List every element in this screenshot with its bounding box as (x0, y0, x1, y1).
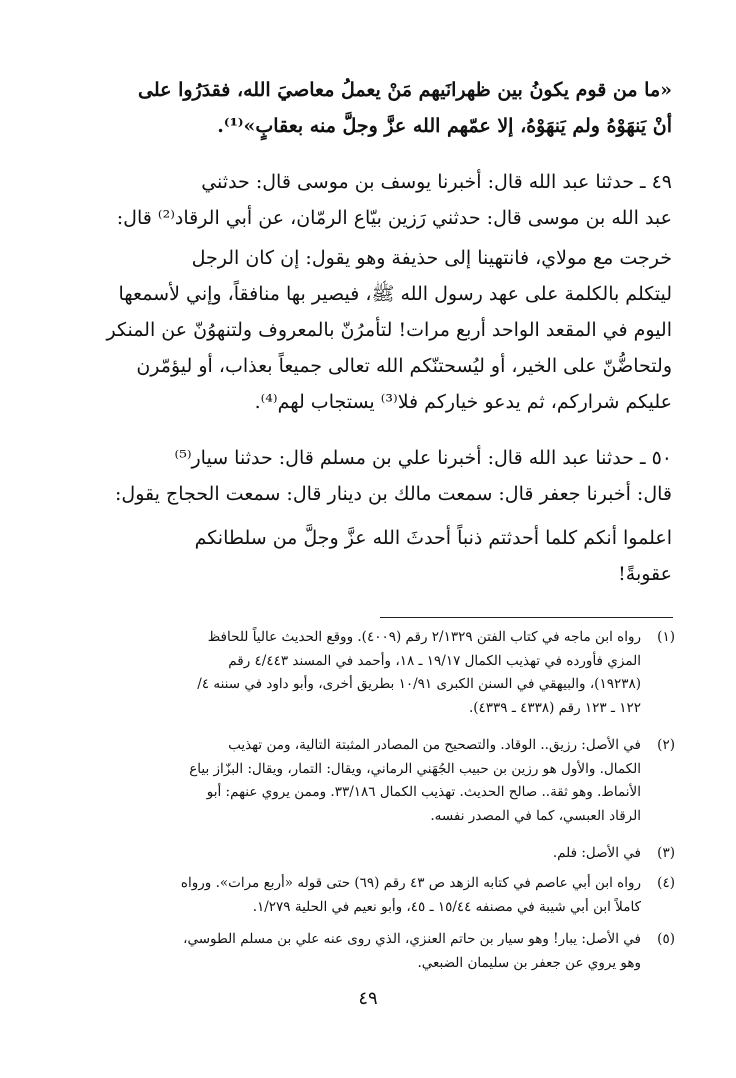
footnote-5 (70, 928, 675, 975)
text-line: اعلموا أنكم كلما أحدثتم ذنباً أحدثَ الله عزَّ وجلَّ من سلطانكم (194, 527, 672, 549)
footnote-line: الرقاد العبسي، كما في المصدر نفسه. (430, 807, 641, 824)
footnote-3 (70, 842, 675, 866)
text-line: ولتحاضُّنّ على الخير، أو ليُسحتنّكم الله تعالى جميعاً بعذاب، أو ليؤمّرن (136, 355, 672, 377)
text-line: عليكم شراركم، ثم يدعو خياركم فلا⁽³⁾ يستجاب لهم⁽⁴⁾. (254, 391, 672, 413)
hadith-50-isnad (72, 440, 672, 512)
text-line: عقوبةً! (618, 563, 672, 585)
footnote-number: (٣) (657, 845, 675, 861)
text-line: خرجت مع مولاي، فانتهينا إلى حذيفة وهو يقول: إن كان الرجل (191, 247, 672, 269)
page-number: ٤٩ (358, 988, 378, 1009)
text-line: قال: أخبرنا جعفر قال: سمعت مالك بن دينار قال: سمعت الحجاج يقول: (115, 483, 672, 505)
text-line: ليتكلم بالكلمة على عهد رسول الله ﷺ، فيصير بها منافقاً، وإني لأسمعها (118, 283, 672, 305)
footnote-1 (70, 626, 675, 720)
footnote-2 (70, 734, 675, 828)
footnote-line: الكمال. والأول هو رزين بن حبيب الجُهَني الرماني، ويقال: التمار، ويقال: البزّاز بياع (189, 760, 641, 777)
text-line: «ما من قوم يكونُ بين ظهرانَيهم مَنْ يعملُ معاصيَ الله، فقدَرُوا على (137, 79, 672, 101)
footnote-separator (380, 617, 673, 618)
text-line: عبد الله بن موسى قال: حدثني رَزين بيّاع الرمّان، عن أبي الرقاد⁽²⁾ قال: (116, 207, 672, 229)
footnote-number: (٤) (657, 875, 675, 891)
footnote-line: في الأصل: رزيق.. الوقاد. والتصحيح من المصادر المثبتة التالية، ومن تهذيب (228, 737, 641, 753)
footnote-4 (70, 872, 675, 919)
hadith-50-text (72, 520, 672, 592)
text-line: ٤٩ ـ حدثنا عبد الله قال: أخبرنا يوسف بن موسى قال: حدثني (201, 171, 672, 193)
footnote-line: في الأصل: يبار! وهو سيار بن حاتم العنزي، الذي روى عنه علي بن مسلم الطوسي، (183, 931, 641, 947)
hadith-49-text (72, 240, 672, 420)
footnote-line: رواه ابن ماجه في كتاب الفتن ٢/١٣٢٩ رقم (٤٠٠٩). ووقع الحديث عالياً للحافظ (207, 629, 641, 645)
footnote-line: ١٢٢ ـ ١٢٣ رقم (٤٣٣٨ ـ ٤٣٣٩). (468, 699, 641, 716)
text-line: أنْ يَنهَوْهُ ولم يَنهَوْهُ، إلا عمّهم الله عزَّ وجلَّ منه بعقابٍ»⁽¹⁾. (217, 115, 672, 137)
text-line: ٥٠ ـ حدثنا عبد الله قال: أخبرنا علي بن مسلم قال: حدثنا سيار⁽⁵⁾ (174, 447, 672, 469)
footnote-number: (٥) (657, 931, 675, 947)
hadith-49-isnad (72, 164, 672, 236)
text-line: اليوم في المقعد الواحد أربع مرات! لتأمرُنّ بالمعروف ولتنهوُنّ عن المنكر (106, 319, 672, 341)
footnote-line: المزي فأورده في تهذيب الكمال ١٩/١٧ ـ ١٨، وأحمد في المسند ٤/٤٤٣ رقم (228, 652, 641, 669)
footnote-line: كاملاً ابن أبي شيبة في مصنفه ١٥/٤٤ ـ ٤٥، وأبو نعيم في الحلية ١/٢٧٩. (252, 898, 641, 915)
footnote-line: في الأصل: فلم. (552, 845, 641, 861)
footnote-line: (١٩٢٣٨)، والبيهقي في السنن الكبرى ١٠/٩١ بطريق أخرى، وأبو داود في سننه ٤/ (197, 676, 641, 692)
footnote-number: (٢) (657, 737, 675, 753)
footnote-number: (١) (657, 629, 675, 645)
quote-paragraph (72, 72, 672, 144)
footnote-line: وهو يروي عن جعفر بن سليمان الضبعي. (417, 954, 641, 971)
footnote-line: رواه ابن أبي عاصم في كتابه الزهد ص ٤٣ رقم (٦٩) حتى قوله «أربع مرات». ورواه (180, 875, 641, 891)
footnote-line: الأنماط. وهو ثقة.. صالح الحديث. تهذيب الكمال ٣٣/١٨٦. وممن يروي عنهم: أبو (206, 784, 641, 800)
